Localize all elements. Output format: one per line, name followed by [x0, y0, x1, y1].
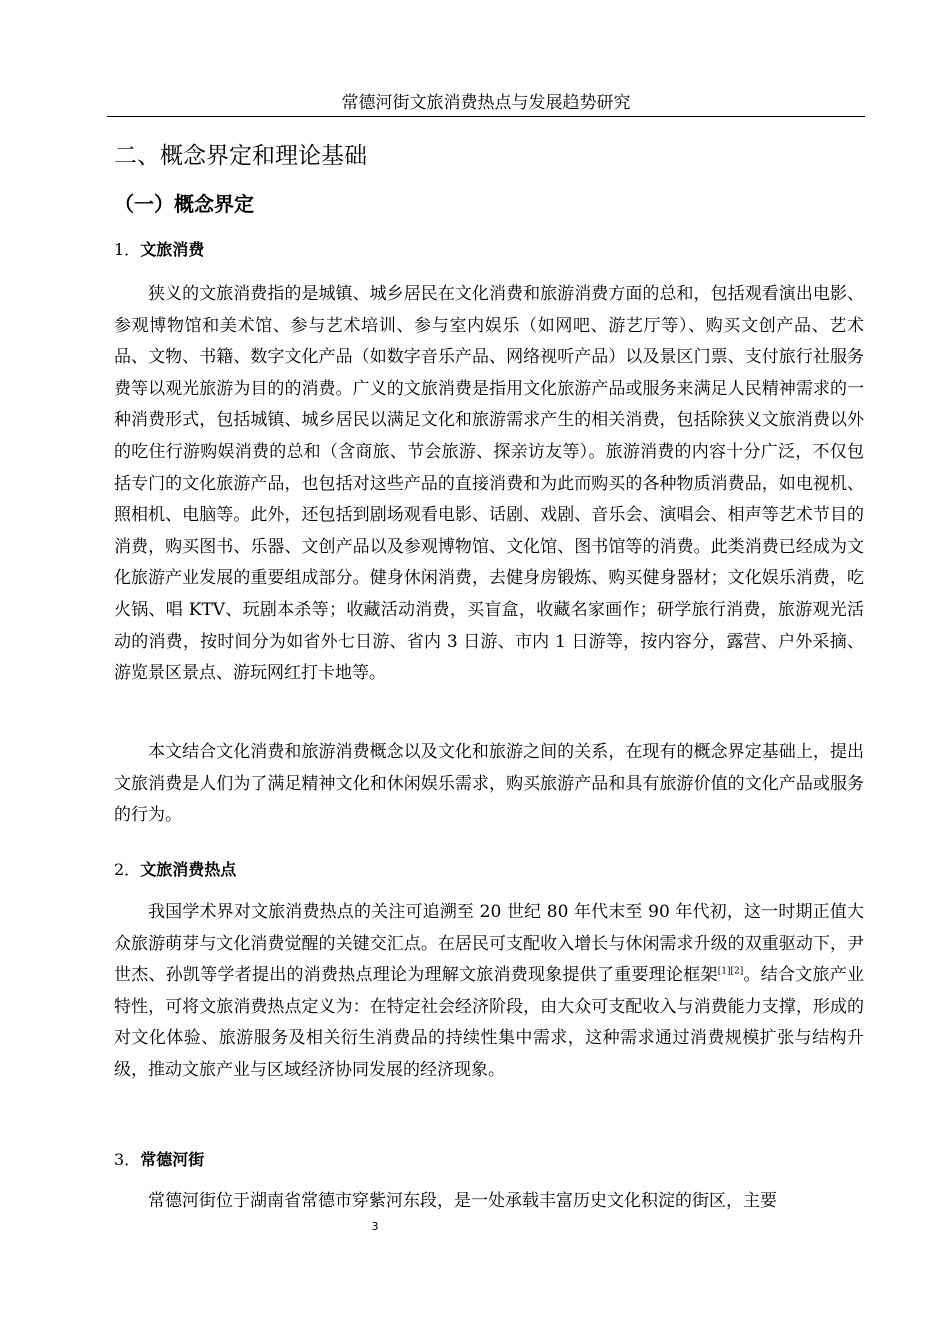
- paragraph-2-1-text: 我国学术界对文旅消费热点的关注可追溯至 20 世纪 80 年代末至 90 年代初，这一时期正值大众旅游萌芽与文化消费觉醒的关键交汇点。在居民可支配收入增长与休闲需求升级的双重驱动下，尹世杰、孙凯等学者提出的消费热点理论为理解文旅消费现象提供了重要理论框架: [114, 902, 864, 986]
- page-header-title: 常德河街文旅消费热点与发展趋势研究: [341, 93, 631, 113]
- subsection-2-title: 文旅消费热点: [140, 860, 237, 879]
- paragraph-1-2: 本文结合文化消费和旅游消费概念以及文化和旅游之间的关系，在现有的概念界定基础上，提出文旅消费是人们为了满足精神文化和休闲娱乐需求，购买旅游产品和具有旅游价值的文化产品或服务的行为。: [114, 742, 864, 826]
- subsection-1-heading: [114, 238, 204, 262]
- paragraph-1-1: 狭义的文旅消费指的是城镇、城乡居民在文化消费和旅游消费方面的总和，包括观看演出电影、参观博物馆和美术馆、参与艺术培训、参与室内娱乐（如网吧、游艺厅等）、购买文创产品、艺术品、文物、书籍、数字文化产品（如数字音乐产品、网络视听产品）以及景区门票、支付旅行社服务费等以观光旅游为目的的消费。广义的文旅消费是指用文化旅游产品或服务来满足人民精神需求的一种消费形式，包括城镇、城乡居民以满足文化和旅游需求产生的相关消费，包括除狭义文旅消费以外的吃住行游购娱消费的总和（含商旅、节会旅游、探亲访友等）。旅游消费的内容十分广泛，不仅包括专门的文化旅游产品，也包括对这些产品的直接消费和为此而购买的各种物质消费品，如电视机、照相机、电脑等。此外，还包括到剧场观看电影、话剧、戏剧、音乐会、演唱会、相声等艺术节目的消费，购买图书、乐器、文创产品以及参观博物馆、文化馆、图书馆等的消费。此类消费已经成为文化旅游产业发展的重要组成部分。健身休闲消费，去健身房锻炼、购买健身器材；文化娱乐消费，吃火锅、唱 KTV、玩剧本杀等；收藏活动消费，买盲盒，收藏名家画作；研学旅行消费，旅游观光活动的消费，按时间分为如省外七日游、省内 3 日游、市内 1 日游等，按内容分，露营、户外采摘、游览景区景点、游玩网红打卡地等。: [114, 284, 864, 684]
- subsection-2-number: 2．: [114, 860, 141, 879]
- section-heading: 二、概念界定和理论基础: [114, 143, 367, 169]
- page-number: 3: [371, 1220, 379, 1233]
- header-divider: [107, 116, 865, 117]
- subsection-1-title: 文旅消费: [140, 240, 205, 259]
- subsection-3-number: 3．: [114, 1150, 141, 1169]
- subsection-3-title: 常德河街: [140, 1150, 205, 1169]
- subsection-heading: （一）概念界定: [114, 192, 254, 216]
- subsection-2-heading: [114, 858, 236, 882]
- citation-refs: [1][2]: [717, 966, 744, 977]
- paragraph-3-1: 常德河街位于湖南省常德市穿紫河东段，是一处承载丰富历史文化积淀的街区，主要: [148, 1191, 777, 1211]
- paragraph-2-1-cont: 。结合文旅产业特性，可将文旅消费热点定义为：在特定社会经济阶段，由大众可支配收入与消费能力支撑，形成的对文化体验、旅游服务及相关衍生消费品的持续性集中需求，这种需求通过消费规模扩张与结构升级，推动文旅产业与区域经济协同发展的经济现象。: [114, 965, 864, 1080]
- subsection-1-number: 1．: [114, 240, 141, 259]
- paragraph-2-1: [114, 897, 864, 1087]
- subsection-3-heading: [114, 1148, 204, 1172]
